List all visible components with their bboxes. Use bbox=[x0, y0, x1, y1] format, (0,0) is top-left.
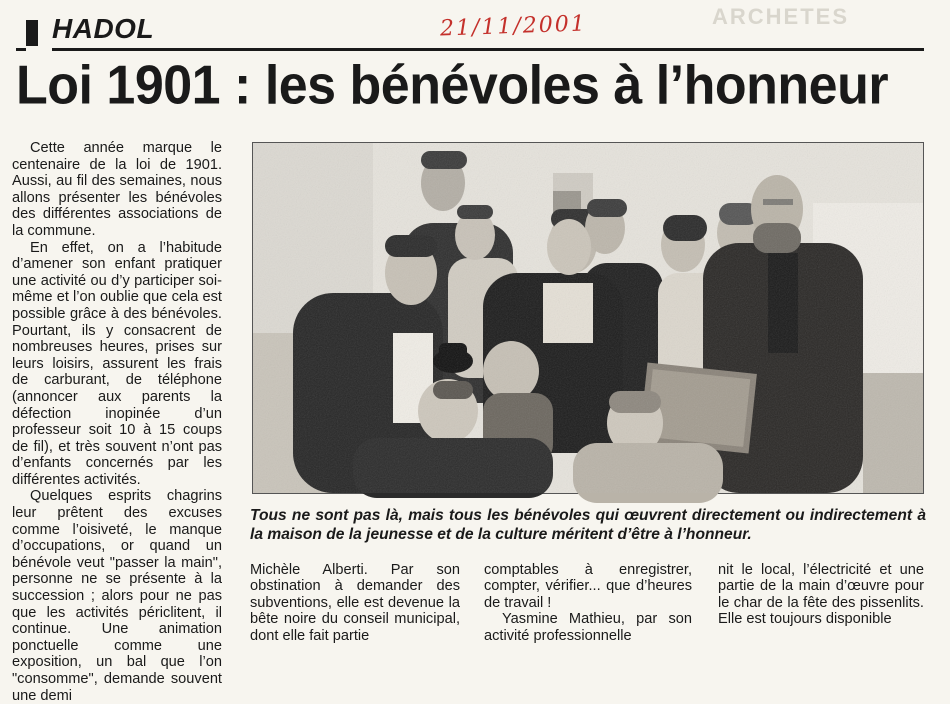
article-paragraph-3: Quelques esprits chagrins leur prêtent des excuses comme l’oisiveté, le manque d’occupations, or quand un bénévole veut "passer la main", personne ne se présente à la succession ; alors pour ne pas que les activités périclitent, il continue. Une animation ponctuelle comme une exposition, un bal que l’on "consomme", demande souvent une demi bbox=[12, 488, 222, 704]
article-paragraph-2: En effet, on a l’habitude d’amener son enfant pratiquer une activité ou d’y participer soi-même et l’on oublie que cela est possible grâce à des bénévoles. Pourtant, ils y consacrent de nombreuses heures, prises sur leurs loisirs, assurent les frais de carburant, de téléphone (annoncer aux parents la défection inopinée d’un professeur soit 10 à 15 coups de fil), et très souvent n’ont pas d’enfants concernés par les différentes activités. bbox=[12, 239, 222, 488]
bleed-through-text: ARCHETES bbox=[712, 4, 850, 29]
bottom-col-1-text: Michèle Alberti. Par son obstination à demander des subventions, elle est devenue la bête noire du conseil municipal, dont elle fait partie bbox=[250, 562, 460, 644]
bottom-col-2-text-b: Yasmine Mathieu, par son activité professionnelle bbox=[484, 611, 692, 644]
section-marker-block bbox=[26, 20, 38, 46]
article-bottom-column-3 bbox=[718, 562, 924, 626]
group-photo bbox=[252, 142, 924, 494]
section-rule bbox=[52, 48, 924, 51]
article-bottom-column-2 bbox=[484, 562, 692, 644]
photo-caption: Tous ne sont pas là, mais tous les bénévoles qui œuvrent directement ou indirectement à la maison de la jeunesse et de la culture méritent d’être à l’honneur. bbox=[250, 507, 926, 543]
handwritten-date: 21/11/2001 bbox=[439, 11, 588, 42]
headline: Loi 1901 : les bénévoles à l’honneur bbox=[16, 55, 889, 116]
article-left-column bbox=[12, 140, 222, 704]
section-name: HADOL bbox=[52, 13, 155, 44]
article-bottom-column-1 bbox=[250, 562, 460, 644]
article-paragraph-1: Cette année marque le centenaire de la loi de 1901. Aussi, au fil des semaines, nous allons présenter les bénévoles des différentes associations de la commune. bbox=[12, 140, 222, 239]
group-photo-illustration bbox=[253, 143, 923, 493]
bottom-col-3-text: nit le local, l’électricité et une partie de la main d’œuvre pour le char de la fête des pissenlits. Elle est toujours disponible bbox=[718, 562, 924, 628]
bottom-col-2-text-a: comptables à enregistrer, compter, vérifier... que d’heures de travail ! bbox=[484, 562, 692, 611]
section-rule-left bbox=[16, 48, 26, 51]
